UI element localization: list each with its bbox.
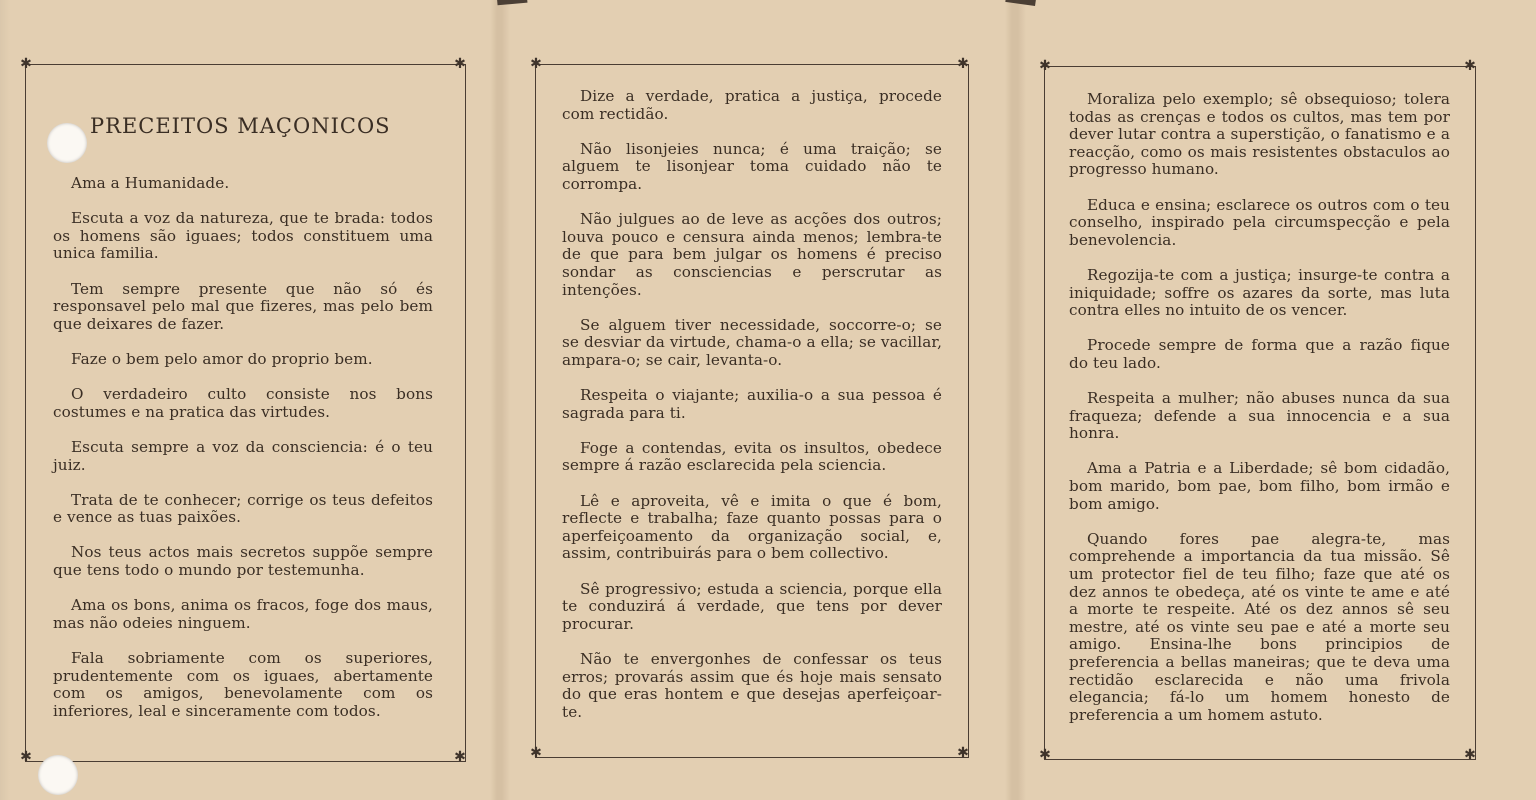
paragraph: Sê progressivo; estuda a sciencia, porque ella te conduzirá á verdade, que tens por dever procurar. <box>562 579 942 633</box>
paragraph: Foge a contendas, evita os insultos, obedece sempre á razão esclarecida pela sciencia. <box>562 438 942 475</box>
ornament-icon: ✱ <box>957 56 969 72</box>
paragraph: Regozija-te com a justiça; insurge-te contra a iniquidade; soffre os azares da sorte, mas luta contra elles no intuito de os vencer. <box>1069 265 1450 320</box>
paragraph: Faze o bem pelo amor do proprio bem. <box>71 349 373 368</box>
paragraph: Respeita a mulher; não abuses nunca da sua fraqueza; defende a sua innocencia e a sua honra. <box>1069 389 1450 443</box>
middle-panel <box>510 0 1010 800</box>
paragraph: Lê e aproveita, vê e imita o que é bom, reflecte e trabalha; faze quanto possas para o aperfeiçoamento da organização social, e, assim, contribuirás para o bem collectivo. <box>562 491 942 563</box>
paragraph: Respeita o viajante; auxilia-o a sua pessoa é sagrada para ti. <box>562 386 942 422</box>
ornament-icon: ✱ <box>1464 58 1476 74</box>
paragraph: Ama a Humanidade. <box>71 174 230 192</box>
paragraph: Se alguem tiver necessidade, soccorre-o; se se desviar da virtude, chama-o a ella; se vacillar, ampara-o; se cair, levanta-o. <box>562 315 942 369</box>
ornament-icon: ✱ <box>454 56 466 72</box>
panel-text <box>562 88 942 739</box>
ornament-icon: ✱ <box>20 56 32 72</box>
paragraph: Não te envergonhes de confessar os teus erros; provarás assim que és hoje mais sensato do que eras hontem e que desejas aperfeiçoar-te. <box>562 650 942 721</box>
left-panel <box>0 0 500 800</box>
paragraph: Procede sempre de forma que a razão fique do teu lado. <box>1069 336 1450 372</box>
punch-hole <box>47 123 87 163</box>
paragraph: Ama a Patria e a Liberdade; sê bom cidadão, bom marido, bom pae, bom filho, bom irmão e bom amigo. <box>1069 459 1450 513</box>
paragraph: Dize a verdade, pratica a justiça, procede com rectidão. <box>562 87 942 123</box>
page-title: PRECEITOS MAÇONICOS <box>90 114 391 138</box>
panel-text <box>1069 91 1450 742</box>
paragraph: Não lisonjeies nunca; é uma traição; se alguem te lisonjear toma cuidado não te corrompa. <box>562 139 942 193</box>
paragraph: Ama os bons, anima os fracos, foge dos maus, mas não odeies ninguem. <box>53 596 433 632</box>
punch-hole <box>38 755 78 795</box>
ornament-icon: ✱ <box>1039 747 1051 763</box>
paragraph: Fala sobriamente com os superiores, prudentemente com os iguaes, abertamente com os amigos, benevolamente com os inferiores, leal e sinceramente com todos. <box>53 649 433 720</box>
ornament-icon: ✱ <box>20 749 32 765</box>
ornament-icon: ✱ <box>530 56 542 72</box>
right-panel <box>1025 0 1536 800</box>
ornament-icon: ✱ <box>1464 747 1476 763</box>
paragraph: Escuta sempre a voz da consciencia: é o teu juiz. <box>53 437 433 474</box>
ornament-icon: ✱ <box>957 745 969 761</box>
paragraph: Moraliza pelo exemplo; sê obsequioso; tolera todas as crenças e todos os cultos, mas tem por dever lutar contra a superstição, o fanatismo e a reacção, como os mais resistentes obstaculos ao progresso humano. <box>1069 90 1450 179</box>
paragraph: O verdadeiro culto consiste nos bons costumes e na pratica das virtudes. <box>53 385 433 421</box>
paragraph: Educa e ensina; esclarece os outros com o teu conselho, inspirado pela circumspecção e pela benevolencia. <box>1069 195 1450 249</box>
paragraph: Escuta a voz da natureza, que te brada: todos os homens são iguaes; todos constituem uma unica familia. <box>53 209 433 263</box>
panel-text <box>53 175 433 738</box>
paragraph: Tem sempre presente que não só és responsavel pelo mal que fizeres, mas pelo bem que deixares de fazer. <box>53 279 433 333</box>
paragraph: Quando fores pae alegra-te, mas comprehende a importancia da tua missão. Sê um protector fiel de teu filho; faze que até os dez annos te obedeça, até os vinte te ame e até a morte te respeite. Até os dez annos sê seu mestre, até os vinte seu pae e até a morte seu amigo. Ensina-lhe bons principios de preferencia a bellas maneiras; que te deva uma rectidão esclarecida e não uma frivola elegancia; fá-lo um homem honesto de preferencia a um homem astuto. <box>1069 529 1450 724</box>
ornament-icon: ✱ <box>454 749 466 765</box>
ornament-icon: ✱ <box>1039 58 1051 74</box>
paragraph: Nos teus actos mais secretos suppõe sempre que tens todo o mundo por testemunha. <box>53 543 433 580</box>
paragraph: Trata de te conhecer; corrige os teus defeitos e vence as tuas paixões. <box>53 490 433 527</box>
paragraph: Não julgues ao de leve as acções dos outros; louva pouco e censura ainda menos; lembra-te de que para bem julgar os homens é preciso sondar as consciencias e perscrutar as intenções. <box>562 210 942 299</box>
ornament-icon: ✱ <box>530 745 542 761</box>
